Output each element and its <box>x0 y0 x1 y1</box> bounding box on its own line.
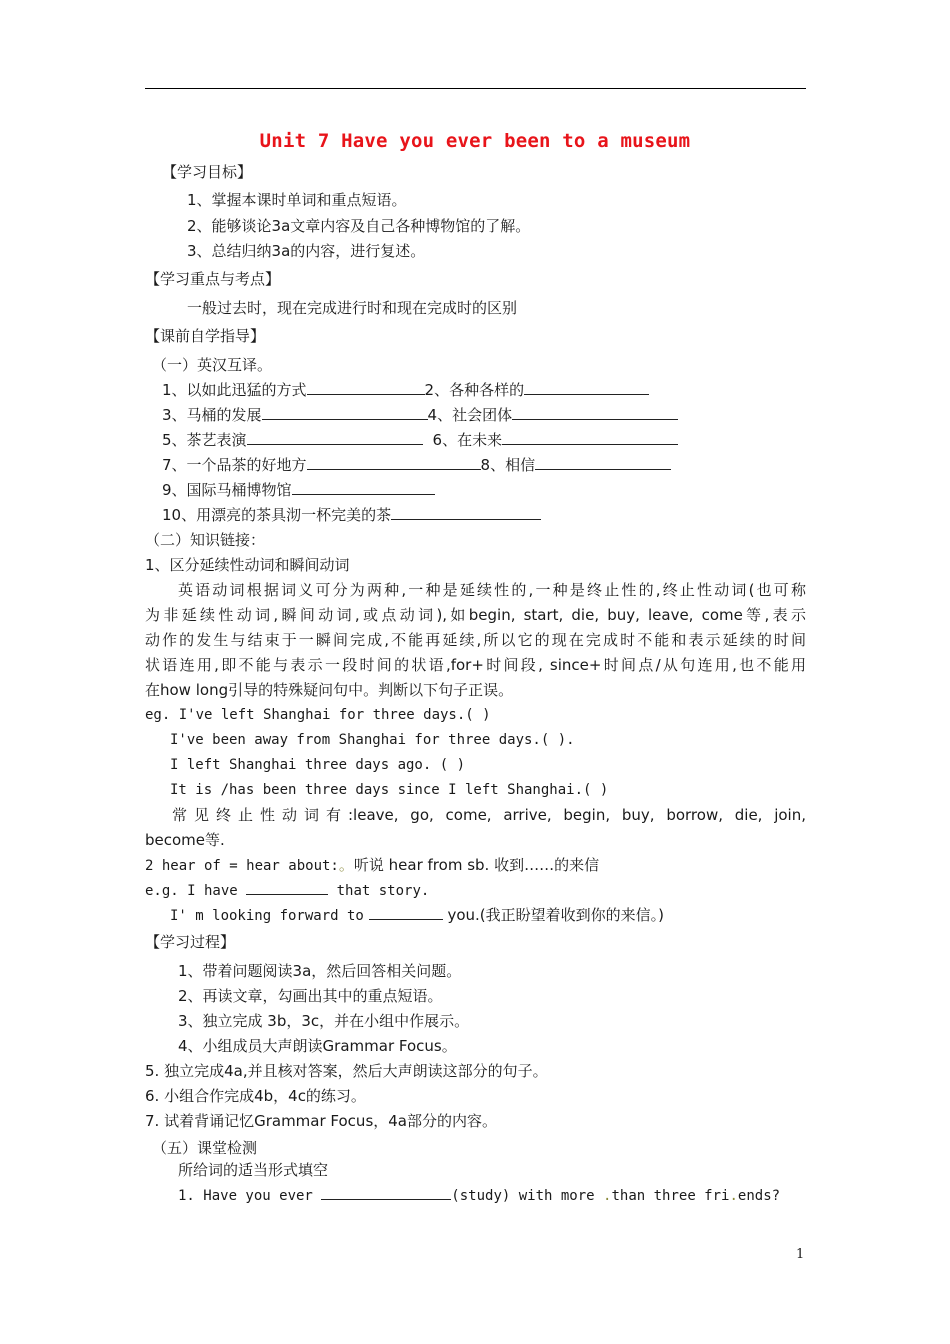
process-step: 6. 小组合作完成4b，4c的练习。 <box>145 1087 366 1105</box>
translation-item: 5、茶艺表演 6、在未来 <box>162 430 678 450</box>
example-sentence: I left Shanghai three days ago. ( ) <box>170 757 466 773</box>
check-header: （五）课堂检测 <box>152 1139 258 1157</box>
process-step: 2、再读文章，勾画出其中的重点短语。 <box>178 987 443 1005</box>
process-header: 【学习过程】 <box>145 933 236 951</box>
answer-blank[interactable] <box>512 405 678 420</box>
common-verbs-line: 常见终止性动词有:leave, go, come, arrive, begin, buy, borrow, die, join, <box>172 806 806 824</box>
focus-text: 一般过去时，现在完成进行时和现在完成时的区别 <box>187 299 518 317</box>
knowledge-point-1: 1、区分延续性动词和瞬间动词 <box>145 556 350 574</box>
process-step: 3、独立完成 3b，3c，并在小组中作展示。 <box>178 1012 470 1030</box>
goal-item: 2、能够谈论3a文章内容及自己各种博物馆的了解。 <box>187 217 531 235</box>
answer-blank[interactable] <box>307 380 425 395</box>
answer-blank[interactable] <box>246 880 328 895</box>
example-blank-sentence: e.g. I have that story. <box>145 880 429 901</box>
check-instruction: 所给词的适当形式填空 <box>178 1161 329 1179</box>
answer-blank[interactable] <box>292 480 435 495</box>
page-number: 1 <box>796 1247 805 1262</box>
translation-item: 3、马桶的发展 4、社会团体 <box>162 405 678 425</box>
example-sentence: I've been away from Shanghai for three days.( ). <box>170 732 575 748</box>
answer-blank[interactable] <box>321 1185 451 1200</box>
paragraph-line: 在how long引导的特殊疑问句中。判断以下句子正误。 <box>145 681 514 699</box>
process-step: 1、带着问题阅读3a，然后回答相关问题。 <box>178 962 462 980</box>
answer-blank[interactable] <box>502 430 678 445</box>
answer-blank[interactable] <box>391 505 541 520</box>
goal-item: 3、总结归纳3a的内容，进行复述。 <box>187 242 426 260</box>
translation-item: 10、用漂亮的茶具沏一杯完美的茶 <box>162 505 541 525</box>
process-step: 7. 试着背诵记忆Grammar Focus，4a部分的内容。 <box>145 1112 497 1130</box>
translation-item: 1、以如此迅猛的方式 2、各种各样的 <box>162 380 649 400</box>
check-question-1: 1. Have you ever (study) with more .than three fri.ends? <box>178 1185 780 1206</box>
goals-header: 【学习目标】 <box>162 163 253 181</box>
goal-item: 1、掌握本课时单词和重点短语。 <box>187 191 407 209</box>
paragraph-line: 英语动词根据词义可分为两种,一种是延续性的,一种是终止性的,终止性动词(也可称 <box>178 581 806 599</box>
translation-item: 9、国际马桶博物馆 <box>162 480 435 500</box>
answer-blank[interactable] <box>535 455 671 470</box>
section-knowledge: （二）知识链接： <box>145 531 266 549</box>
common-verbs-line: become等. <box>145 831 225 849</box>
translation-item: 7、一个品茶的好地方 8、相信 <box>162 455 671 475</box>
section-translation: （一）英汉互译。 <box>152 356 273 374</box>
answer-blank[interactable] <box>307 455 481 470</box>
answer-blank[interactable] <box>524 380 649 395</box>
process-step: 5. 独立完成4a,并且核对答案，然后大声朗读这部分的句子。 <box>145 1062 548 1080</box>
focus-header: 【学习重点与考点】 <box>145 270 281 288</box>
answer-blank[interactable] <box>247 430 423 445</box>
example-sentence: eg. I've left Shanghai for three days.( ) <box>145 707 491 723</box>
knowledge-point-2: 2 hear of = hear about:。听说 hear from sb. 收到……的来信 <box>145 856 600 874</box>
paragraph-line: 动作的发生与结束于一瞬间完成,不能再延续,所以它的现在完成时不能和表示延续的时间 <box>145 631 806 649</box>
example-sentence: It is /has been three days since I left Shanghai.( ) <box>170 782 609 798</box>
preview-header: 【课前自学指导】 <box>145 327 266 345</box>
paragraph-line: 为非延续性动词,瞬间动词,或点动词),如begin, start, die, buy, leave, come等,表示 <box>145 606 806 624</box>
answer-blank[interactable] <box>262 405 428 420</box>
answer-blank[interactable] <box>369 905 443 920</box>
header-rule <box>145 88 806 89</box>
example-blank-sentence: I' m looking forward to you.(我正盼望着收到你的来信。) <box>170 906 664 924</box>
process-step: 4、小组成员大声朗读Grammar Focus。 <box>178 1037 457 1055</box>
page-title: Unit 7 Have you ever been to a museum <box>259 130 691 152</box>
paragraph-line: 状语连用,即不能与表示一段时间的状语,for+时间段, since+时间点/从句连用,也不能用 <box>145 656 806 674</box>
